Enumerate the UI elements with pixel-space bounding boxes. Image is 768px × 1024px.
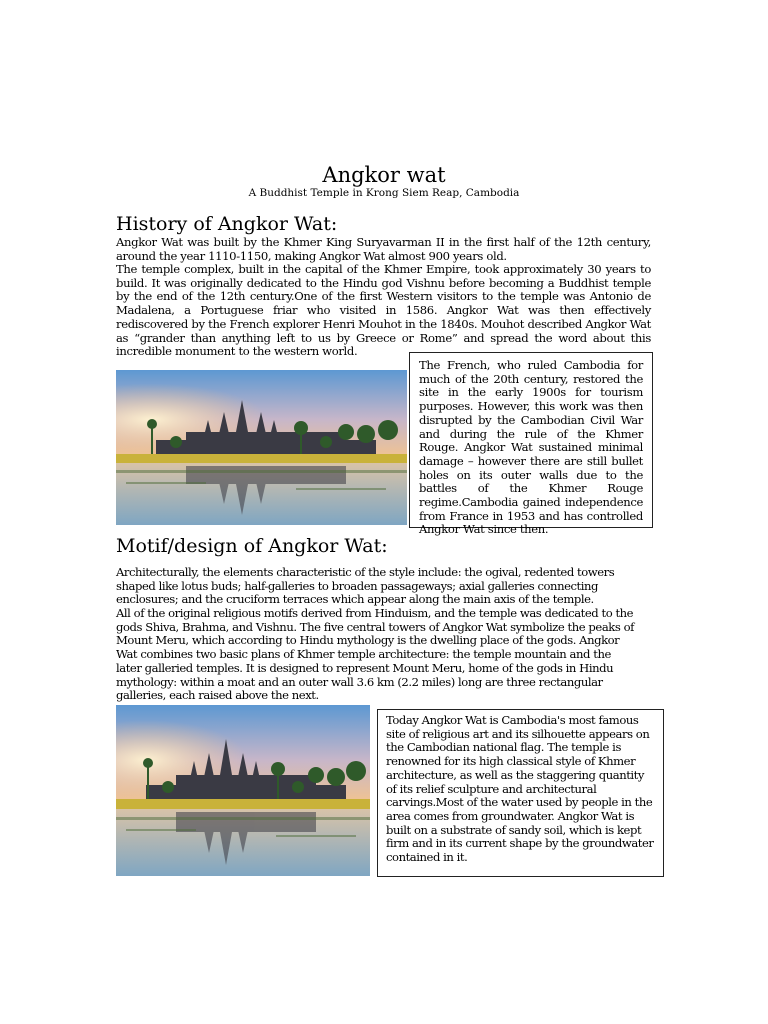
motif-sidebox bbox=[377, 709, 664, 877]
page-subtitle: A Buddhist Temple in Krong Siem Reap, Cambodia bbox=[248, 187, 520, 199]
angkor-wat-photo bbox=[116, 370, 407, 525]
motif-paragraph-2: All of the original religious motifs derived from Hinduism, and the temple was dedicated to the gods Shiva, Brahma, and Vishnu. The five central towers of Angkor Wat symbolize the peaks of Mount Meru, which according to Hindu mythology is the dwelling place of the gods. Angkor Wat combines two basic plans of Khmer temple architecture: the temple mountain and the later galleried temples. It is designed to represent Mount Meru, home of the gods in Hindu mythology: within a moat and an outer wall 3.6 km (2.2 miles) long are three rectangular galleries, each raised above the next. bbox=[116, 606, 634, 703]
page-title: Angkor wat bbox=[322, 163, 446, 187]
history-heading: History of Angkor Wat: bbox=[116, 213, 338, 235]
motif-paragraph-1: Architecturally, the elements characteristic of the style include: the ogival, redented towers shaped like lotus buds; half-galleries to broaden passageways; axial galleries connecting enclosures; and the cruciform terraces which appear along the main axis of the temple. bbox=[116, 565, 615, 607]
motif-sidebox-text: Today Angkor Wat is Cambodia's most famous site of religious art and its silhouette appears on the Cambodian national flag. The temple is renowned for its high classical style of Khmer architecture, as well as the staggering quantity of its relief sculpture and architectural carvings.Most of the water used by people in the area comes from groundwater. Angkor Wat is built on a substrate of sandy soil, which is kept firm and in its current shape by the groundwater contained in it. bbox=[386, 713, 654, 865]
history-sidebox-text: The French, who ruled Cambodia for much of the 20th century, restored the site in the early 1900s for tourism purposes. However, this work was then disrupted by the Cambodian Civil War and during the rule of the Khmer Rouge. Angkor Wat sustained minimal damage – however there are still bullet holes on its outer walls due to the battles of the Khmer Rouge regime.Cambodia gained independence from France in 1953 and has controlled Angkor Wat since then. bbox=[419, 358, 643, 537]
history-paragraph-1: Angkor Wat was built by the Khmer King Suryavarman II in the first half of the 12th century, around the year 1110-1150, making Angkor Wat almost 900 years old. bbox=[116, 235, 651, 263]
history-sidebox bbox=[409, 352, 653, 537]
angkor-wat-photo-2 bbox=[116, 705, 370, 876]
motif-heading: Motif/design of Angkor Wat: bbox=[116, 535, 388, 557]
history-paragraph-2: The temple complex, built in the capital of the Khmer Empire, took approximately 30 years to build. It was originally dedicated to the Hindu god Vishnu before becoming a Buddhist temple by the end of the 12th century.One of the first Western visitors to the temple was Antonio de Madalena, a Portuguese friar who visited in 1586. Angkor Wat was then effectively rediscovered by the French explorer Henri Mouhot in the 1840s. Mouhot described Angkor Wat as “grander than anything left to us by Greece or Rome” and spread the word about this incredible monument to the western world. bbox=[116, 262, 651, 359]
